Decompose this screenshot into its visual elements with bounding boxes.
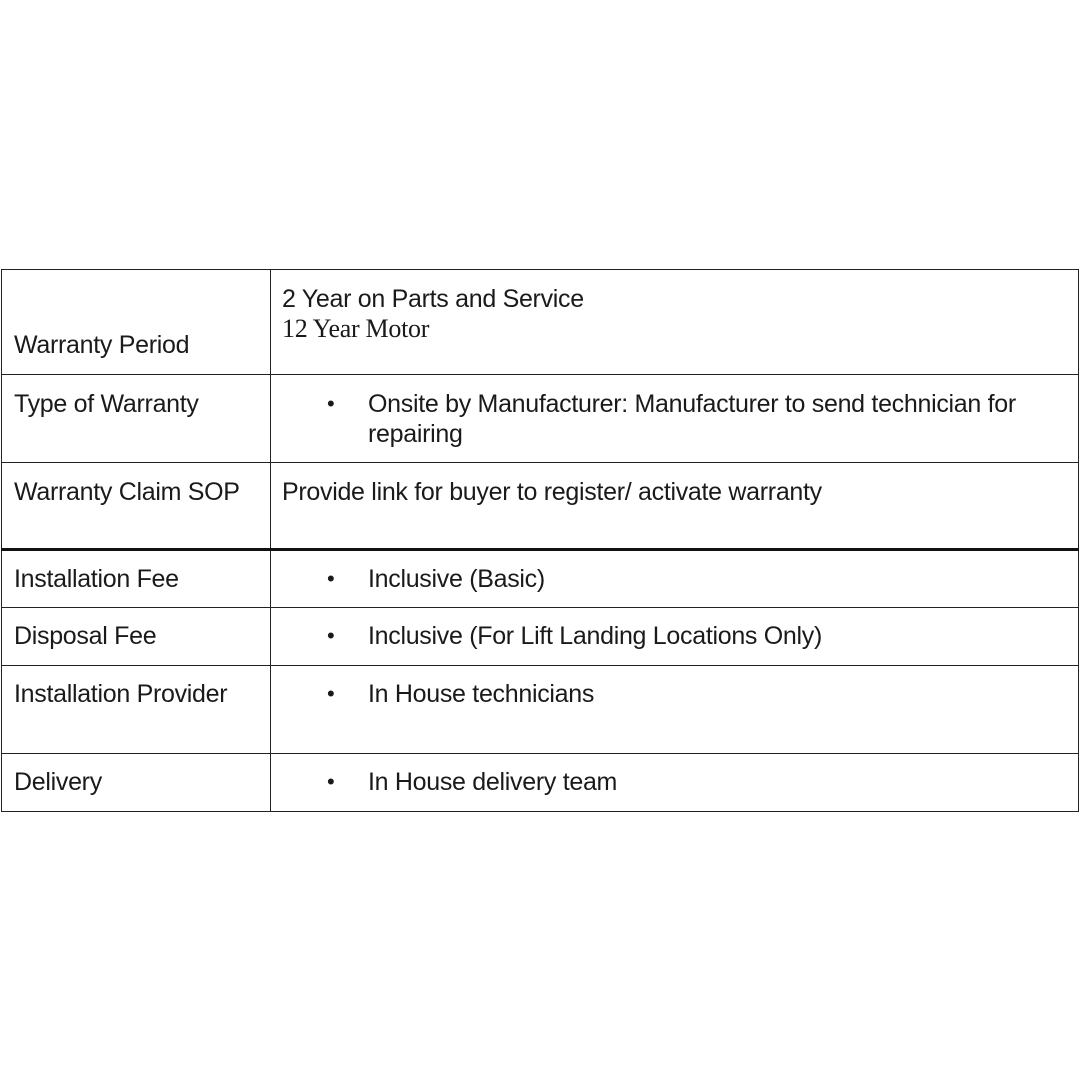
row-value <box>271 375 1079 463</box>
bullet-text: In House technicians <box>368 680 595 708</box>
row-label: Installation Fee <box>2 550 271 608</box>
list-item <box>282 621 1070 651</box>
bullet-list <box>282 767 1070 797</box>
row-label: Warranty Period <box>2 270 271 375</box>
table-row-disposal-fee <box>2 608 1079 666</box>
table-row-delivery <box>2 754 1079 812</box>
row-value: Provide link for buyer to register/ activate warranty <box>271 463 1079 550</box>
bullet-list <box>282 564 1070 594</box>
bullet-text: In House delivery team <box>368 768 618 796</box>
table-row-warranty-period <box>2 270 1079 375</box>
bullet-icon: • <box>327 623 335 648</box>
row-value <box>271 666 1079 754</box>
bullet-list <box>282 679 1070 709</box>
bullet-icon: • <box>327 566 335 591</box>
table-row-type-of-warranty <box>2 375 1079 463</box>
row-label: Delivery <box>2 754 271 812</box>
row-label: Warranty Claim SOP <box>2 463 271 550</box>
table-row-installation-fee <box>2 550 1079 608</box>
bullet-icon: • <box>327 769 335 794</box>
bullet-icon: • <box>327 681 335 706</box>
bullet-text: Inclusive (Basic) <box>368 565 545 593</box>
list-item <box>282 767 1070 797</box>
row-value <box>271 754 1079 812</box>
list-item <box>282 564 1070 594</box>
table-row-warranty-claim-sop <box>2 463 1079 550</box>
bullet-text: Inclusive (For Lift Landing Locations Only) <box>368 622 822 650</box>
row-value <box>271 270 1079 375</box>
row-label: Disposal Fee <box>2 608 271 666</box>
list-item <box>282 389 1070 449</box>
row-value <box>271 608 1079 666</box>
bullet-text: Onsite by Manufacturer: Manufacturer to send technician for repairing <box>368 390 1016 448</box>
warranty-parts-line: 2 Year on Parts and Service <box>282 285 584 313</box>
warranty-motor-line: 12 Year Motor <box>282 314 430 343</box>
row-label: Type of Warranty <box>2 375 271 463</box>
bullet-icon: • <box>327 391 335 416</box>
bullet-list <box>282 389 1070 449</box>
row-value <box>271 550 1079 608</box>
bullet-list <box>282 621 1070 651</box>
list-item <box>282 679 1070 709</box>
table-row-installation-provider <box>2 666 1079 754</box>
row-label: Installation Provider <box>2 666 271 754</box>
warranty-table <box>1 269 1079 812</box>
